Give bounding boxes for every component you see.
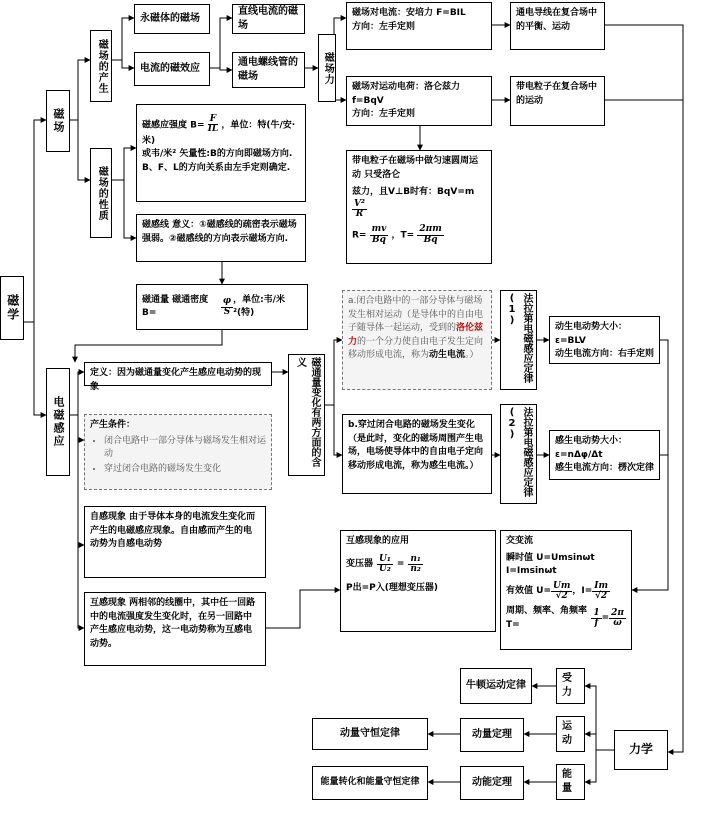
root-label: 磁学 [5,294,20,322]
self-induction-text: 自感现象 由于导体本身的电流发生变化而产生的电磁感应现象。自由感而产生的电动势为自感电动势 [90,512,256,549]
induction-conditions-box[interactable] [84,414,272,490]
induction-definition-box[interactable] [84,362,272,392]
transformer-title: 互感现象的应用 [346,536,410,546]
flux-change-meaning-node[interactable] [288,354,325,476]
circular-motion-box[interactable] [346,150,492,264]
energy-theorem-label: 动能定理 [472,776,512,788]
momentum-conservation-node[interactable] [312,718,428,750]
ac-effective-lead: 有效值 U= [506,585,551,596]
induced-emf-box[interactable] [549,430,660,480]
straight-current-label: 直线电流的磁场 [238,5,298,31]
newton-law-node[interactable] [460,668,532,704]
flux-num: φ [222,296,232,307]
ac-period-lead: 周期、频率、角频率 T= [506,606,588,630]
lorentz-result-text: 带电粒子在复合场中的运动 [516,82,598,106]
force-label: 受力 [562,672,572,698]
induction-definition-text: 定义：因为磁通量变化产生感应电动势的现象 [90,368,262,392]
intensity-num: F [208,115,219,125]
faraday-law-1-label: 法拉第电磁感应定律(1) [506,293,532,383]
intensity-vector: 或韦/米² 矢量性:B的方向即磁场方向. [142,149,293,160]
period-fraction [417,225,443,245]
turns-fraction [408,555,423,575]
ampere-force-box[interactable] [346,2,492,50]
case-a-text-1: a.闭合电路中的一部分导体与磁场发生相对运动（是导体中的自由电子随导体一起运动，受到的 [348,296,484,333]
transformer-power: P出=P入(理想变压器) [346,583,438,594]
period-one: 1 [593,607,600,618]
induction-node[interactable] [46,368,70,476]
radius-num: mv [371,224,387,235]
voltage-u1: U₁ [379,553,391,564]
effective-sqrt2-i: √2 [595,590,608,601]
permanent-magnet-label: 永磁体的磁场 [140,12,200,24]
motional-emf-direction: 动生电流方向：右手定则 [555,349,655,359]
condition-item: • 穿过闭合电路的磁场发生变化 [104,463,266,477]
lorentz-result-box[interactable] [510,76,605,126]
period-omega-fraction [609,609,626,629]
effective-im: Im [594,580,608,591]
straight-current-node[interactable] [232,4,305,34]
ac-box[interactable] [500,530,632,650]
field-production-node[interactable] [90,30,112,102]
intensity-rule: B、F、L的方向关系由左手定则确定. [142,162,291,173]
flux-den: S [223,306,231,317]
effective-sqrt2-u: √2 [555,590,568,601]
magnetic-intensity-box[interactable] [136,104,306,202]
lorentz-rule: 方向：左手定则 [352,109,416,119]
ampere-result-text: 通电导线在复合场中的平衡、运动 [516,8,598,32]
motion-node[interactable] [556,716,585,752]
magnetic-force-label: 磁场力 [322,51,334,85]
case-a-text-2: 的一个分力使自由电子发生定向移动形成电流，称为 [348,336,484,360]
centripetal-den: R [355,208,364,219]
turns-n1: n₁ [410,553,421,564]
mutual-induction-text: 互感现象 两相邻的线圈中，其中任一回路中的电流强度发生变化时，在另一回路中产生感应电动势，这一电动势称为互感电动势。 [90,598,256,649]
period-f-fraction [591,609,601,629]
voltage-u2: U₂ [379,563,391,574]
flux-change-meaning-label: 磁通量变化有两方面的含义 [294,357,320,467]
mechanics-node[interactable] [614,730,668,770]
conditions-title: 产生条件： [90,420,136,430]
radius-lead: R= [352,230,367,241]
magnetic-field-label: 磁场 [51,108,65,134]
field-properties-node[interactable] [90,148,112,238]
field-properties-label: 磁场的性质 [96,165,108,221]
period-f: f [594,618,599,629]
mutual-induction-box[interactable] [84,592,266,666]
induced-emf-direction: 感生电流方向：楞次定律 [555,463,655,473]
lorentz-title: 磁场对运动电荷：洛仑兹力 f=BqV [352,82,461,106]
magnetic-field-node[interactable] [46,90,70,152]
condition-item: • 闭合电路中一部分导体与磁场发生相对运动 [104,435,266,462]
flux-box[interactable] [136,284,308,330]
current-magnetic-effect-node[interactable] [134,52,210,86]
intensity-lead: 磁感应强度 B= [142,120,205,131]
permanent-magnet-node[interactable] [134,4,210,34]
effective-um: Um [552,580,571,591]
transformer-ratio-label: 变压器 [346,558,374,569]
flux-lead: 磁通量 磁通密度 B= [142,294,209,318]
effective-u-fraction [551,582,572,602]
motional-emf-box[interactable] [549,316,660,364]
field-lines-box[interactable] [136,214,306,262]
newton-law-label: 牛顿运动定律 [466,679,526,691]
ampere-result-box[interactable] [510,2,605,50]
solenoid-node[interactable] [232,52,305,88]
self-induction-box[interactable] [84,506,266,578]
case-a-red-term: 洛伦兹力 [348,323,484,347]
solenoid-label: 通电螺线管的磁场 [238,56,298,82]
period-omega: ω [613,618,622,629]
effective-i-fraction [592,582,610,602]
energy-label: 能量 [562,768,572,794]
period-num: 2πm [419,224,442,235]
faraday-law-2-label: 法拉第电磁感应定律(2) [506,407,532,497]
motional-emf-value: 动生电动势大小：ε=BLV [555,322,628,346]
ampere-title: 磁场对电流：安培力 F=BIL [352,8,466,18]
transformer-box[interactable]: 互感现象的应用 变压器 $\frac{\text{U₁}}{\text{U₂}}$ = $\frac{\text{n₁}}{\text{n₂}}$ P出=P入(理想变压器) [340,530,496,632]
faraday-law-1-node[interactable] [500,290,537,390]
energy-node[interactable] [556,764,585,800]
case-b-text: b.穿过闭合电路的磁场发生变化（是此时，变化的磁场周围产生电场，电场使导体中的自由电子定向移动形成电流，称为感生电流。） [348,420,484,471]
lorentz-force-box[interactable] [346,76,492,126]
force-node[interactable] [556,668,585,704]
voltage-fraction [377,555,393,575]
turns-n2: n₂ [410,563,421,574]
radius-den: Bq [372,234,386,245]
mechanics-label: 力学 [628,742,653,757]
intensity-den: IL [207,124,219,135]
ac-effective-mid: ，I= [572,585,593,596]
centripetal-fraction [352,200,367,220]
current-magnetic-effect-label: 电流的磁效应 [140,62,200,74]
motion-label: 运动 [562,720,572,746]
period-den: Bq [423,234,438,245]
energy-conservation-label: 能量转化和能量守恒定律 [320,777,420,788]
momentum-conservation-label: 动量守恒定律 [340,727,400,739]
energy-conservation-node[interactable] [312,766,428,800]
circular-motion-line2: 兹力，且V⊥B时有：BqV=m [352,187,475,197]
flux-fraction [221,297,233,317]
centripetal-num: V² [354,198,365,209]
field-production-label: 磁场的产生 [96,38,108,94]
intensity-fraction [208,115,219,135]
motional-emf-case-box[interactable] [342,290,492,390]
period-lead: ，T= [391,230,415,241]
induced-emf-value: 感生电动势大小：ε=nΔφ/Δt [555,436,628,460]
period-two-pi: 2π [611,607,624,618]
faraday-law-2-node[interactable] [500,404,537,504]
period-equals: = [601,613,610,624]
radius-fraction [370,225,389,245]
ac-instant-values: 瞬时值 U=Umsinωt I=Imsinωt [506,552,595,576]
ampere-rule: 方向：左手定则 [352,21,416,32]
ac-title: 交变流 [506,536,534,546]
circular-motion-line1: 带电粒子在磁场中做匀速圆周运动 只受洛仑 [352,156,479,180]
induced-emf-case-box[interactable] [342,414,492,494]
root-node[interactable] [0,276,24,340]
momentum-theorem-node[interactable] [460,718,524,752]
intensity-unit: ，单位：特(牛/安·米) [142,120,296,146]
momentum-theorem-label: 动量定理 [472,728,512,740]
case-a-text-3: 。） [465,350,479,360]
field-lines-text: 磁感线 意义：①磁感线的疏密表示磁场强弱。②磁感线的方向表示磁场方向. [142,220,297,244]
case-a-bold-term: 动生电流 [429,350,466,360]
magnetic-force-node[interactable] [318,34,336,102]
induction-label: 电磁感应 [51,396,65,448]
energy-theorem-node[interactable] [460,766,524,800]
flux-unit: ，单位:韦/米²(特) [233,294,285,318]
